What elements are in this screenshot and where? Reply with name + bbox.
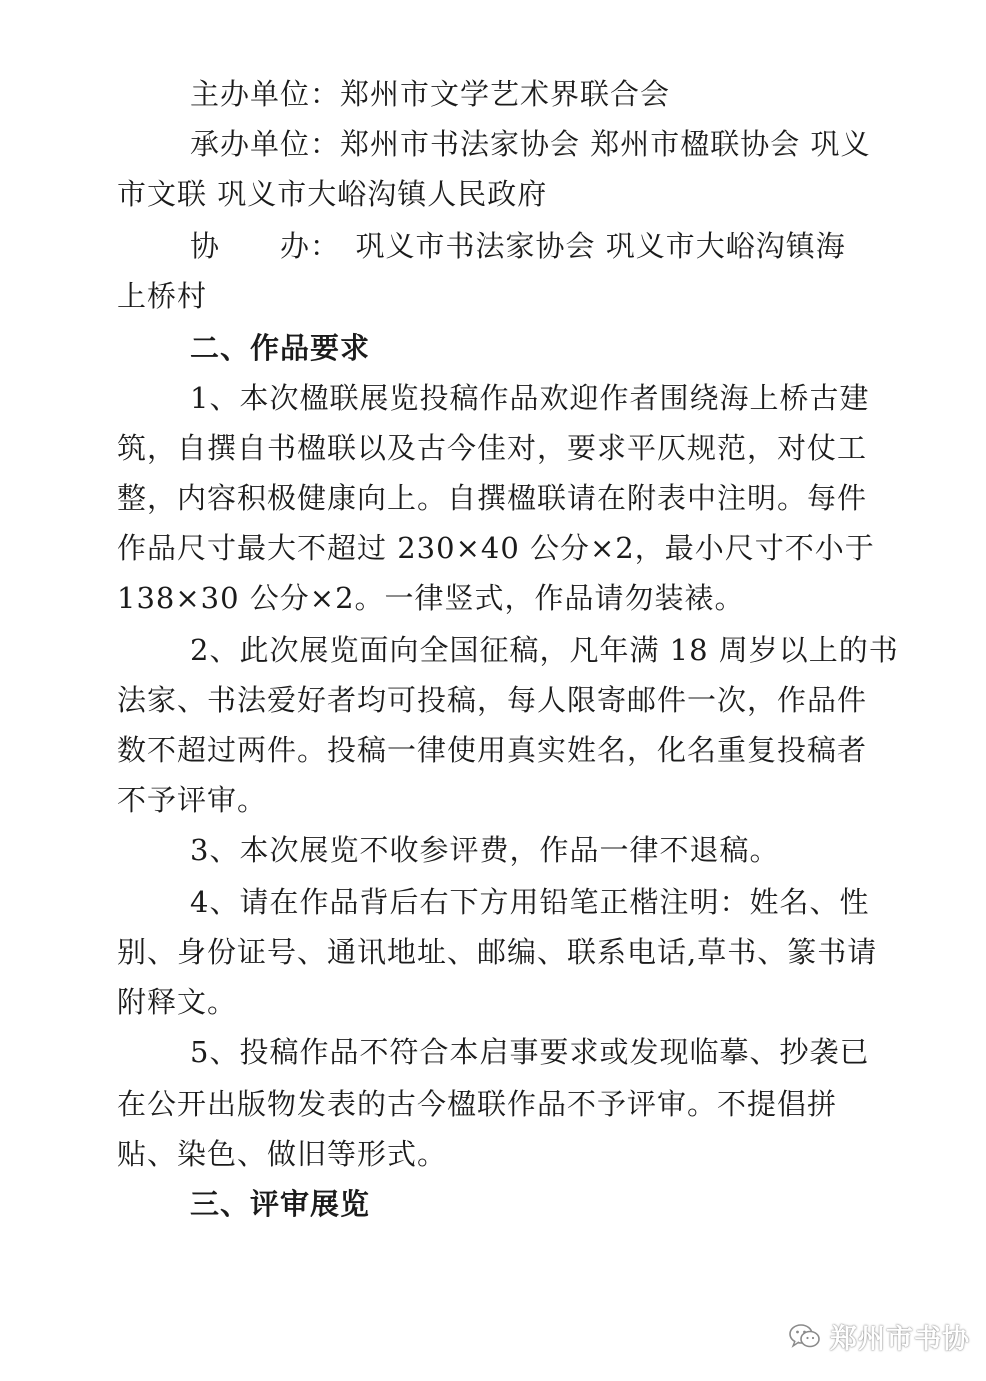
paragraph-line: 别、身份证号、通讯地址、邮编、联系电话,草书、篆书请 [117,935,878,969]
paragraph-line: 法家、书法爱好者均可投稿，每人限寄邮件一次，作品件 [117,683,868,717]
paragraph-line: 作品尺寸最大不超过 230×40 公分×2，最小尺寸不小于 [117,531,875,565]
account-watermark [788,1316,970,1356]
wechat-icon [788,1322,822,1350]
paragraph-line: 数不超过两件。投稿一律使用真实姓名，化名重复投稿者 [117,733,868,767]
co-organizer-line-cont: 市文联 巩义市大峪沟镇人民政府 [117,177,548,211]
co-organizer-line: 承办单位：郑州市书法家协会 郑州市楹联协会 巩义 [190,127,871,161]
section-heading-requirements: 二、作品要求 [190,331,371,365]
paragraph-line: 2、此次展览面向全国征稿，凡年满 18 周岁以上的书 [190,633,899,667]
paragraph-line: 3、本次展览不收参评费，作品一律不退稿。 [190,833,780,867]
watermark-text: 郑州市书协 [830,1323,970,1355]
paragraph-line: 筑，自撰自书楹联以及古今佳对，要求平仄规范，对仗工 [117,431,868,465]
paragraph-line: 附释文。 [117,985,238,1019]
paragraph-line: 138×30 公分×2。一律竖式，作品请勿装裱。 [117,581,745,615]
paragraph-line: 1、本次楹联展览投稿作品欢迎作者围绕海上桥古建 [190,381,870,415]
paragraph-line: 整，内容积极健康向上。自撰楹联请在附表中注明。每件 [117,481,868,515]
paragraph-line: 5、投稿作品不符合本启事要求或发现临摹、抄袭已 [190,1035,870,1069]
section-heading-review: 三、评审展览 [190,1187,371,1221]
assisting-line: 协 办： 巩义市书法家协会 巩义市大峪沟镇海 [190,229,846,263]
paragraph-line: 4、请在作品背后右下方用铅笔正楷注明：姓名、性 [190,885,870,919]
paragraph-line: 不予评审。 [117,783,268,817]
paragraph-line: 在公开出版物发表的古今楹联作品不予评审。不提倡拼 [117,1087,838,1121]
assisting-line-cont: 上桥村 [117,279,208,313]
paragraph-line: 贴、染色、做旧等形式。 [117,1137,448,1171]
organizer-line: 主办单位：郑州市文学艺术界联合会 [190,77,671,111]
